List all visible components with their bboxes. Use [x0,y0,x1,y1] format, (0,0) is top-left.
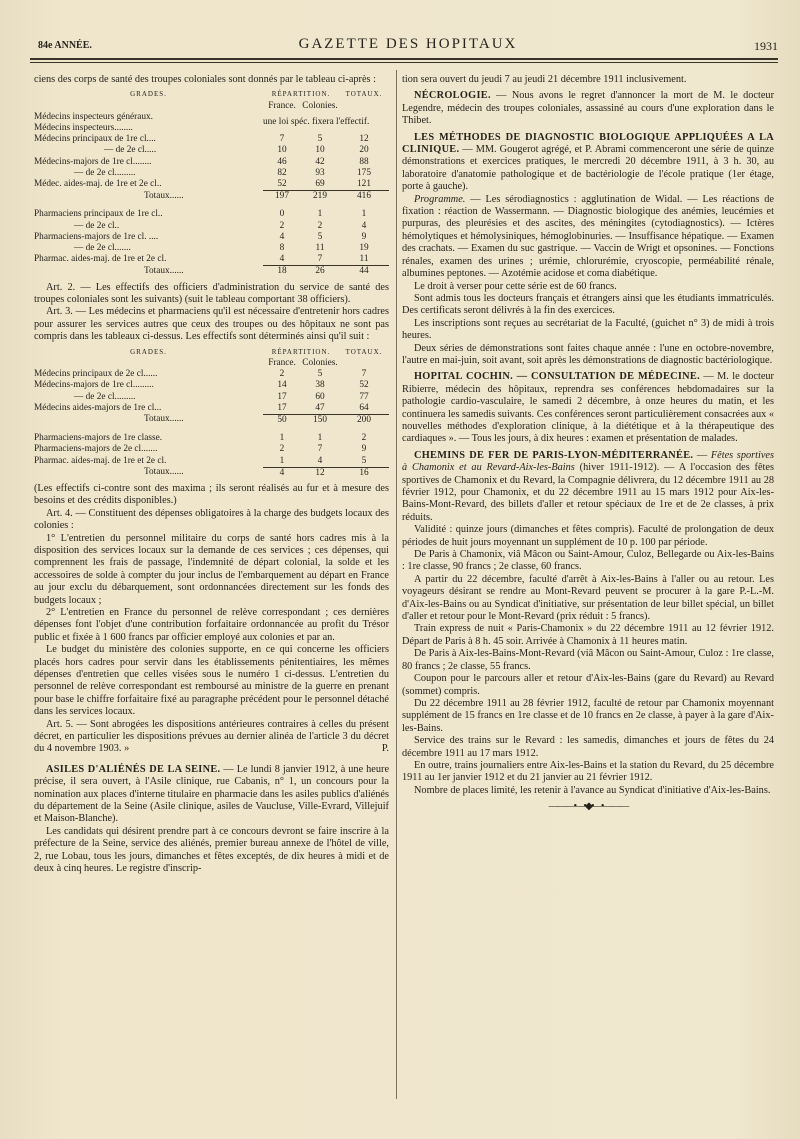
col-totaux: TOTAUX. [345,347,383,356]
col-grades: GRADES. [130,347,167,356]
methods-notice: LES MÉTHODES DE DIAGNOSTIC BIOLOGIQUE APPLIQUÉES A LA CLINIQUE. — MM. Gougerot agrégé, et P. Abrami commenceront une série de quinze démonstrations et exercices pratiques, le mercredi 20 décembre 1911, à 3 h. 30, au laboratoire d'anatomie pathologique et de bactériologie de l'école pratique (1er étage, porte à gauche). [402,131,774,193]
header-rule-thin [30,62,778,63]
asiles-notice: ASILES D'ALIÉNÉS DE LA SEINE. — Le lundi 8 janvier 1912, à une heure précise, il sera ouvert, à l'Asile clinique, rue Cabanis, n° 1, un concours pour la nomination aux places d'interne titulaire en pharmacie dans les asiles publics d'aliénés du département de la Seine (Asile clinique, asiles de Vaucluse, Ville-Evrard, Villejuif et Maison-Blanche). [34,763,390,825]
programme-paragraph: Programme. — Les sérodiagnostics : agglutination de Widal. — Les réactions de fixation : réaction de Wassermann. — Diagnostic biologique des anémies, leucémies et purpuras, des pleurésies et des ascites, des méningites (cytodiagnostics). — Ictères hémolytiques et hémolysiniques, hémoglobinuries. — Insuffisance hépatique. — Examen des crachats. — Examen du suc gastrique. — Vaccin de Wrigt et opsonines. — Fonctions rénales, examen des urines ; urémie, chlorurémie, cryoscopie, perméabilité rénale, albumines peptones. — Azotémie acidose et coma diabétique. [402,193,774,280]
article-4: Art. 4. — Constituent des dépenses obligatoires à la charge des budgets locaux des colonies : [34,507,389,532]
totals-row: Totaux...... 50 150 200 [34,414,389,426]
methods-heading: LES MÉTHODES DE DIAGNOSTIC BIOLOGIQUE APPLIQUÉES A LA CLINIQUE. [402,131,774,156]
booking-paragraph: Nombre de places limité, les retenir à l'avance au Syndicat d'initiative d'Aix-les-Bains. [414,784,771,796]
table-row: Médec. aides-maj. de 1re et 2e cl.. 52 69 121 [34,179,371,190]
necrology-notice: NÉCROLOGIE. — Nous avons le regret d'annoncer la mort de M. le docteur Legendre, médecin des troupes coloniales, assassiné au cours d'une exploration dans le Thibet. [402,90,774,127]
table-row: Pharmaciens-majors de 1re classe. 1 1 2 [34,433,367,444]
cochin-notice: HOPITAL COCHIN. — CONSULTATION DE MÉDECINE. — M. le docteur Ribierre, médecin des hôpitaux, reprendra ses conférences hebdomadaires sur la pathologie cardio-vasculaire, le samedi 2 décembre, à onze heures du matin, et les continuera les samedis suivants. Ces conférences seront particulièrement consacrées aux « nouvelles méthodes d'exploration clinique, à la diététique et à la thérapeutique des cardiaques ». — Tous les jours, à dix heures : examen et présentation de malades. [402,371,774,445]
cochin-heading: HOPITAL COCHIN. — CONSULTATION DE MÉDECINE. [414,371,700,383]
spec-row: Médecins inspecteurs........ [34,123,133,134]
journal-title: GAZETTE DES HOPITAUX [298,36,518,52]
admission-paragraph: Sont admis tous les docteurs français et étrangers ainsi que les étudiants immatriculés. Des certificats seront délivrés à la fin des exercices. [402,292,774,317]
signature-initial: P. [381,743,389,755]
col-repartition: RÉPARTITION. [271,347,331,356]
page-header [38,36,778,54]
maxima-note: (Les effectifs ci-contre sont des maxima ; ils seront réalisés au fur et à mesure des besoins et des crédits disponibles.) [34,482,389,507]
article-2: Art. 2. — Les effectifs des officiers d'administration du service de santé des troupes coloniales sont les suivants) (suit le tableau comportant 38 officiers). [34,281,389,306]
col-france: France. [268,100,296,111]
table-row: Pharmaciens-majors de 1re cl. .... 4 5 9 [34,231,367,242]
totals-row: Totaux...... 4 12 16 [34,467,389,479]
totals-row: Totaux...... 197 219 416 [34,191,389,203]
plm-heading: CHEMINS DE FER DE PARIS-LYON-MÉDITERRANÉE. [414,449,694,461]
inscriptions-paragraph: Les inscriptions sont reçues au secrétariat de la Faculté, (guichet n° 3) de midi à trois heures. [402,317,774,342]
table-row: Médecins principaux de 1re cl.... 7 5 12 [34,134,369,145]
night-train-paragraph: Train express de nuit « Paris-Chamonix » du 22 décembre 1911 au 12 février 1912. Départ de Paris à 8 h. 45 soir. Arrivée à Chamonix à 11 heures matin. [402,623,774,647]
left-column [34,74,389,876]
table-row: — de 2e cl......... 82 93 175 [74,167,371,178]
staff-table-1 [34,89,389,277]
col-colonies: Colonies. [302,357,338,368]
asiles-paragraph-2: Les candidats qui désirent prendre part à ce concours devront se faire inscrire à la préfecture de la Seine, service des aliénés, premier bureau annexe de l'hôtel de ville, 2, rue Lobau, tous les jours, dimanches et fêtes exceptés, de dix heures à midi et de deux à cinq heures. Le registre d'inscrip- [34,825,389,875]
volume-year: 84e ANNÉE. [38,40,92,51]
spec-note: une loi spéc. fixera l'effectif. [263,117,370,128]
table-row: Médecins principaux de 2e cl...... 2 5 7 [34,369,367,380]
table-row: Pharmac. aides-maj. de 1re et 2e cl. 1 4 5 [34,455,367,466]
table-row: — de 2e cl.. 2 2 4 [74,220,367,231]
coupon-paragraph: Coupon pour le parcours aller et retour d'Aix-les-Bains (gare du Revard) au Revard (sommet) compris. [402,673,774,697]
fee-paragraph: Le droit à verser pour cette série est de 60 francs. [414,280,617,292]
plm-notice: CHEMINS DE FER DE PARIS-LYON-MÉDITERRANÉE. — Fêtes sportives à Chamonix et au Revard-Aix-les-Bains (hiver 1911-1912). — A l'occasion des fêtes sportives de Chamonix et du Revard, la Compagnie délivrera, du 12 décembre 1911 au 28 février 1912, pour Chamonix, et du 22 décembre 1911 au 15 mars 1912 pour Aix-les-Bains-Mont-Revard, des billets d'aller et retour spéciaux de 1re et de 2e classes, à prix réduits. [402,449,774,523]
intro-paragraph: ciens des corps de santé des troupes coloniales sont donnés par le tableau ci-après : [34,74,376,85]
col-grades: GRADES. [130,90,167,99]
registration-continuation: tion sera ouvert du jeudi 7 au jeudi 21 décembre 1911 inclusivement. [402,74,687,85]
programme-label: Programme. [414,193,466,205]
paris-chamonix-paragraph: De Paris à Chamonix, viâ Mâcon ou Saint-Amour, Culoz, Bellegarde ou Aix-les-Bains : 1re classe, 90 francs ; 2e classe, 60 francs. [402,549,774,573]
table-row: Médecins-majors de 1re cl........ 46 42 88 [34,156,369,167]
revard-service-paragraph: Service des trains sur le Revard : les samedis, dimanches et jours de fêtes du 24 décembre 1911 au 17 mars 1912. [402,735,774,759]
table-row: — de 2e cl....... 8 11 19 [74,243,369,254]
table-row: Pharmaciens principaux de 1re cl.. 0 1 1 [34,209,367,220]
col-repartition: RÉPARTITION. [271,90,331,99]
table-row: — de 2e cl..... 10 10 20 [104,145,369,156]
article-5: Art. 5. — Sont abrogées les dispositions antérieures contraires à celles du présent décret, en particulier les dispositions prévues au dernier alinéa de l'article 3 du décret du 4 novembre 1903. » P. [34,718,389,755]
table-row: Médecins-majors de 1re cl......... 14 38 52 [34,380,369,391]
necrology-heading: NÉCROLOGIE. [414,90,491,102]
right-column [402,74,774,814]
totals-row: Totaux...... 18 26 44 [34,266,389,278]
paris-aix-paragraph: De Paris à Aix-les-Bains-Mont-Revard (viâ Mâcon ou Saint-Amour, Culoz : 1re classe, 80 francs ; 2e classe, 55 francs. [402,648,774,672]
table-row: — de 2e cl......... 17 60 77 [74,391,369,402]
end-ornament: ———•—•◆•—•——— [548,801,628,813]
col-totaux: TOTAUX. [345,90,383,99]
article-3: Art. 3. — Les médecins et pharmaciens qu'il est nécessaire d'entretenir hors cadres pour assurer les services autres que ceux des troupes ou des hôpitaux ne sont pas compris dans les tableaux ci-dessus. Les effectifs sont déterminés ainsi qu'il suit : [34,306,389,343]
daily-trains-paragraph: En outre, trains journaliers entre Aix-les-Bains et la station du Revard, du 25 décembre 1911 au 1er janvier 1912 et du 21 janvier au 21 février 1912. [402,759,774,784]
staff-table-2 [34,347,389,479]
column-divider [396,70,397,1099]
return-paragraph: Du 22 décembre 1911 au 28 février 1912, faculté de retour par Chamonix moyennant supplément de 15 francs en 1re classe et de 10 francs en 2e classe, à payer à la gare d'Aix-les-Bains. [402,697,774,734]
table-row: Médecins aides-majors de 1re cl... 17 47 64 [34,402,369,413]
col-colonies: Colonies. [302,100,338,111]
table-row: Pharmac. aides-maj. de 1re et 2e cl. 4 7 11 [34,254,369,265]
series-paragraph: Deux séries de démonstrations sont faites chaque année : l'une en octobre-novembre, l'autre en mai-juin, soit avant, soit après les démonstrations de diagnostic bactériologique. [402,342,774,366]
col-france: France. [268,357,296,368]
spec-row: Médecins inspecteurs généraux. [34,111,154,122]
stopover-paragraph: A partir du 22 décembre, faculté d'arrêt à Aix-les-Bains à l'aller ou au retour. Les voyageurs désirant se rendre au Mont-Revard peuvent se procurer à la gare P.-L.-M. d'Aix-les-Bains ou au Syndicat d'initiative, sur présentation de leur billet spécial, un billet d'aller et retour pour le Mont-Revard (prix réduit : 5 francs). [402,573,774,623]
page-number: 1931 [754,39,778,53]
article-4-item-2: 2° L'entretien en France du personnel de relève correspondant ; ces dernières dépenses font l'objet d'une contribution forfaitaire ordonnancée au profit du Trésor public et fixée à 1 600 francs par officier employé aux colonies et par an. [34,606,389,643]
header-rule [30,58,778,60]
validity-paragraph: Validité : quinze jours (dimanches et fêtes compris). Faculté de prolongation de deux périodes de huit jours moyennant un supplément de 10 p. 100 par période. [402,524,774,548]
budget-paragraph: Le budget du ministère des colonies supporte, en ce qui concerne les officiers placés hors cadres pour servir dans les établissements pénitentiaires, les mêmes dépenses d'entretien que celles visées sous le numéro 1 ci-dessus. L'entretien du personnel de relève correspondant est remboursé au ministre de la guerre en prenant pour base le chiffre forfaitaire fixé au paragraphe précédent pour le personnel détaché dans les services locaux. [34,644,389,718]
table-row: Pharmaciens-majors de 2e cl....... 2 7 9 [34,444,367,455]
asiles-heading: ASILES D'ALIÉNÉS DE LA SEINE. [46,763,221,775]
plm-subheading: Fêtes sportives à Chamonix et au Revard-Aix-les-Bains [402,449,774,474]
article-4-item-1: 1° L'entretien du personnel militaire du corps de santé hors cadres mis à la disposition des services locaux sur la demande de ces services ; ces dépenses, qui comprennent les frais de passage, l'indemnité de départ colonial, la solde et les accessoires de solde à compter du jour inclus de l'embarquement au départ en France au jour exclu du débarquement, sont ordonnancées directement sur les fonds des budgets locaux ; [34,532,389,606]
